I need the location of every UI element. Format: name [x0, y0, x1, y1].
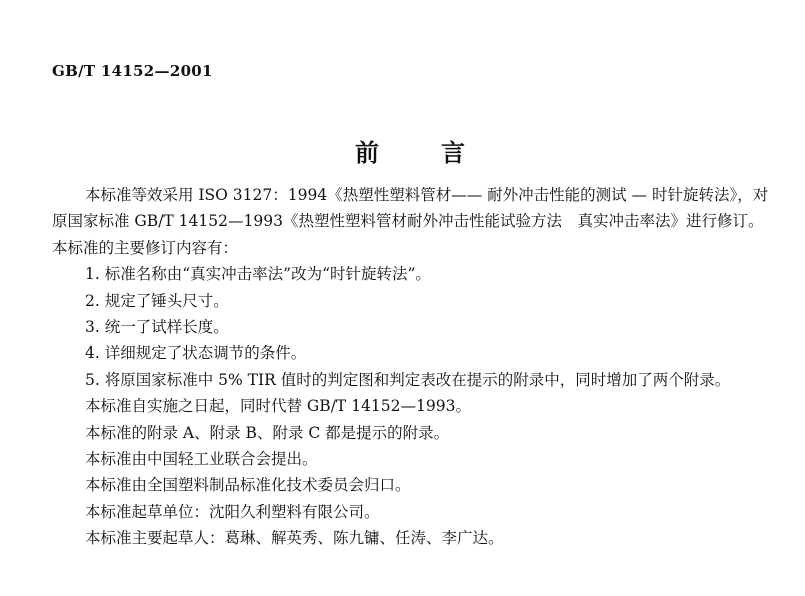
- committee-statement: 本标准由全国塑料制品标准化技术委员会归口。: [85, 476, 411, 495]
- proposer-statement: 本标准由中国轻工业联合会提出。: [85, 450, 318, 469]
- intro-paragraph-line-2: 原国家标准 GB/T 14152—1993《热塑性塑料管材耐外冲击性能试验方法 真实冲击率法》进行修订。: [52, 212, 764, 231]
- page-title: 前言: [355, 138, 527, 167]
- intro-paragraph-line-1: 本标准等效采用 ISO 3127：1994《热塑性塑料管材—— 耐外冲击性能的测试 — 时针旋转法》，对: [85, 186, 769, 204]
- drafters-statement: 本标准主要起草人：葛琳、解英秀、陈九镛、任涛、李广达。: [85, 529, 504, 548]
- drafting-unit-statement: 本标准起草单位：沈阳久利塑料有限公司。: [85, 502, 380, 521]
- foreword-body: [52, 182, 782, 552]
- revision-item-3: 3. 统一了试样长度。: [85, 318, 229, 337]
- appendix-statement: 本标准的附录 A、附录 B、附录 C 都是提示的附录。: [85, 423, 450, 442]
- revision-summary-heading: 本标准的主要修订内容有：: [52, 238, 239, 257]
- revision-item-5: 5. 将原国家标准中 5% TIR 值时的判定图和判定表改在提示的附录中，同时增加了两个附录。: [85, 370, 731, 389]
- revision-item-4: 4. 详细规定了状态调节的条件。: [85, 344, 307, 363]
- replacement-statement: 本标准自实施之日起，同时代替 GB/T 14152—1993。: [85, 397, 471, 416]
- revision-item-2: 2. 规定了锤头尺寸。: [85, 291, 229, 310]
- standard-number: GB/T 14152—2001: [52, 62, 213, 80]
- revision-item-1: 1. 标准名称由“真实冲击率法”改为“时针旋转法”。: [85, 265, 431, 284]
